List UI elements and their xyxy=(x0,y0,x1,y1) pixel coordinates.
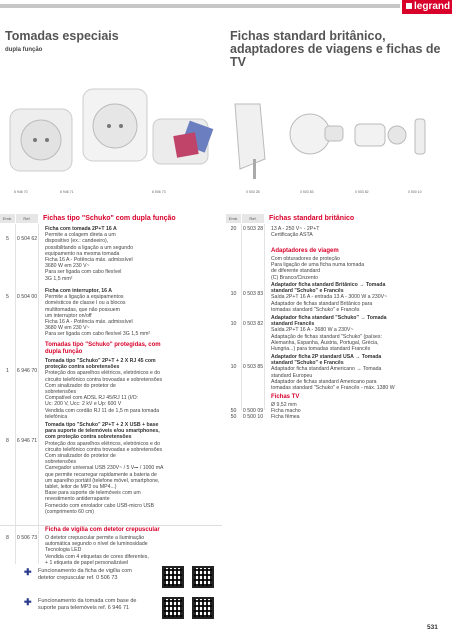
left-subtitle: dupla função xyxy=(5,47,43,53)
product-description xyxy=(271,226,319,238)
product-title: com proteção contra sobretensões xyxy=(45,434,132,441)
desc-line: Compatível com ADSL RJ 45/RJ 11 (I/O: xyxy=(45,395,139,402)
emb-value: 5 xyxy=(6,236,9,242)
product-title: standard "Schuko" e Francês xyxy=(271,288,344,295)
ref-value: 0 503 83 xyxy=(242,291,264,297)
product-title: standard Francês xyxy=(271,321,315,328)
desc-line: sobretensões xyxy=(45,459,77,466)
product-title: Adaptador ficha standard "Schuko" → Tomada xyxy=(271,315,387,321)
column-divider xyxy=(241,224,242,410)
desc-line: Ficha 16 A - Potência máx. admissível xyxy=(45,319,133,326)
desc-line: domésticos de classe I ou a blocos xyxy=(45,300,126,307)
desc-line: Para ser ligada com cabo flexível 3G 1,5 mm² xyxy=(45,331,151,338)
ref-value: 0 503 82 xyxy=(242,321,264,327)
legrand-logo xyxy=(402,0,452,14)
desc-line: Permite a colagem direta a um xyxy=(45,232,116,239)
adapter-photo-1 xyxy=(290,114,330,154)
heading-line: dupla função xyxy=(45,348,83,355)
desc-line: tomadas standard "Schuko" e Francês - máx. 1380 W xyxy=(271,385,395,392)
column-divider xyxy=(15,224,16,564)
desc-line: Base para suporte de telemóveis com um xyxy=(45,490,141,497)
photo-ref-5: 0 503 83 xyxy=(300,190,314,194)
ref-value: 6 946 71 xyxy=(16,438,38,444)
ref-header-right: Ref. xyxy=(242,214,264,223)
product-label: Ficha fêmea xyxy=(271,414,300,420)
photo-ref-7: 0 500 10 xyxy=(408,190,422,194)
brand-name: legrand xyxy=(414,1,451,12)
emb-value: 20 xyxy=(230,226,237,232)
product-title: proteção contra sobretensões xyxy=(45,364,120,371)
top-bar xyxy=(0,0,452,12)
right-section-heading: Fichas standard britânico xyxy=(269,215,355,222)
product-title: Tomada tipo "Schuko" 2P+T + 2 X USB + base xyxy=(45,422,159,428)
ref-value: 0 500 10 xyxy=(242,414,264,420)
section-divider xyxy=(0,525,222,526)
desc-line: Com sinalizador do protetor de xyxy=(45,453,116,460)
ref-header: Ref. xyxy=(16,214,38,223)
desc-line: Permite a ligação a equipamentos xyxy=(45,294,124,301)
product-photo-strip xyxy=(5,64,447,188)
desc-line: dispositivo (ex.: candeeiro), xyxy=(45,238,109,245)
desc-line: automática segundo o nível de luminosidade xyxy=(45,541,148,548)
desc-line: O detetor crepuscular permite a iluminação xyxy=(45,535,145,541)
adapters-intro xyxy=(271,256,364,281)
desc-line: equipamento na mesma tomada xyxy=(45,250,120,257)
photo-ref-2: 6 946 71 xyxy=(60,190,74,194)
tv-plug-photo xyxy=(415,119,425,154)
heading-line: Tomadas tipo "Schuko" protegidas, com xyxy=(45,342,161,348)
ref-value: 0 504 00 xyxy=(16,294,38,300)
product-description xyxy=(45,226,133,282)
desc-line: possibilitando a ligação a um segundo xyxy=(45,244,133,251)
desc-line: Para ser ligada com cabo flexível xyxy=(45,269,122,276)
product-photos xyxy=(5,64,447,188)
left-table-header xyxy=(0,214,176,223)
product-description xyxy=(271,354,395,391)
photo-ref-1: 6 946 70 xyxy=(14,190,28,194)
photo-ref-6: 0 503 82 xyxy=(355,190,369,194)
desc-line: telefónica xyxy=(45,413,68,420)
emb-value: 50 xyxy=(230,408,237,414)
qr-code-icon[interactable] xyxy=(162,566,184,588)
desc-line: um aparelho portátil (telefone móvel, smartphone, xyxy=(45,477,160,484)
desc-line: sobretensões xyxy=(45,389,77,396)
emb-value: 50 xyxy=(230,414,237,420)
qr-code-icon[interactable] xyxy=(162,597,184,619)
ref-value: 0 503 85 xyxy=(242,364,264,370)
page-number: 531 xyxy=(427,624,438,631)
product-label: Ficha macho xyxy=(271,408,301,414)
desc-line: multitomadas, que não possuem xyxy=(45,306,120,313)
product-title: Adaptador ficha 2P standard USA → Tomada xyxy=(271,354,382,360)
product-description xyxy=(271,282,387,313)
note-line: Funcionamento da ficha de vigília com xyxy=(38,568,132,574)
qr-code-icon[interactable] xyxy=(192,597,214,619)
emb-value: 8 xyxy=(6,438,9,444)
top-stripe xyxy=(0,4,400,8)
tv-intro: Ø 9,52 mm xyxy=(271,402,297,408)
product-title: Tomada tipo "Schuko" 2P+T + 2 X RJ 45 com xyxy=(45,358,156,364)
intro-line: Para ligação de uma ficha numa tomada xyxy=(271,262,365,269)
emb-header-right: Emb. xyxy=(226,214,241,223)
desc-line: Vendida com cordão RJ 11 de 1,5 m para tomada xyxy=(45,407,160,414)
desc-line: Uc: 200 V, Ucc: 2 kV e Up: 600 V xyxy=(45,401,122,408)
desc-line: tablet, leitor de MP3 ou MP4...) xyxy=(45,484,117,491)
emb-header: Emb. xyxy=(0,214,15,223)
photo-ref-4: 0 503 28 xyxy=(246,190,260,194)
desc-line: Ficha 16 A - Potência máx. admissível xyxy=(45,257,133,264)
note-phone-base xyxy=(38,598,136,611)
desc-line: 3680 W em 230 V~ xyxy=(45,263,90,270)
emb-value: 1 xyxy=(6,368,9,374)
note-night-light xyxy=(38,568,132,581)
product-title: Ficha com interruptor, 16 A xyxy=(45,288,112,294)
desc-line: Fornecido com enrolador cabo USB-micro USB xyxy=(45,502,154,509)
desc-line: Vendida com 4 etiquetas de cores diferentes, xyxy=(45,553,149,560)
product-description xyxy=(271,315,387,352)
right-table-header xyxy=(226,214,354,223)
emb-value: 10 xyxy=(230,321,237,327)
product-description xyxy=(45,358,162,420)
desc-line: Alemanha, Espanha, Áustria, Portugal, Grécia, xyxy=(271,339,379,346)
uk-plug-photo xyxy=(235,104,265,169)
desc-line: Hungria...) para tomadas standard Francês xyxy=(271,346,371,353)
product-title: para suporte de telemóveis e/ou smartphones, xyxy=(45,428,160,435)
emb-value: 5 xyxy=(6,294,9,300)
intro-line: (C) Branco/Cinzento xyxy=(271,274,318,281)
desc-line: Proteção dos aparelhos elétricos, eletrónicos e do xyxy=(45,370,161,377)
desc-line: Com sinalizador do protetor de xyxy=(45,382,116,389)
ref-value: 0 504 62 xyxy=(16,236,38,242)
tv-heading: Fichas TV xyxy=(271,394,300,400)
adapters-heading: Adaptadores de viagem xyxy=(271,248,339,254)
desc-line: que permite recarregar rapidamente a bateria de xyxy=(45,471,157,478)
emb-value: 10 xyxy=(230,291,237,297)
desc-line: Proteção dos aparelhos elétricos, eletrónicos e do xyxy=(45,440,161,447)
column-divider xyxy=(264,224,265,410)
column-divider xyxy=(38,224,39,564)
desc-line: Certificação ASTA xyxy=(271,232,313,239)
desc-line: Adaptador de fichas standard Americano para xyxy=(271,378,377,385)
night-heading: Ficha de vigília com detetor crepuscular xyxy=(45,527,160,533)
desc-line: 13 A - 250 V~ - 2P+T xyxy=(271,226,320,232)
intro-line: de diferente standard xyxy=(271,268,321,275)
product-description xyxy=(45,535,149,566)
desc-line: 3G 1,5 mm² xyxy=(45,275,73,282)
desc-line: tomadas standard "Schuko" e Francês xyxy=(271,306,360,313)
desc-line: revestimento antiderrapante xyxy=(45,496,110,503)
desc-line: Adaptador de fichas standard Britânico para xyxy=(271,300,373,307)
desc-line: Saída 2P+T 16 A - 3680 W a 230V~ xyxy=(271,327,354,334)
note-line: detetor crepuscular ref. 0 506 73 xyxy=(38,574,118,581)
socket-face-1 xyxy=(21,120,61,160)
desc-line: Adaptação de fichas standard "Schuko" (países: xyxy=(271,333,382,340)
photo-ref-3: 6 506 73 xyxy=(152,190,166,194)
left-title: Tomadas especiais xyxy=(5,29,119,43)
emb-value: 8 xyxy=(6,535,9,541)
emb-value: 10 xyxy=(230,364,237,370)
protected-heading xyxy=(45,342,161,355)
ref-value: 0 503 28 xyxy=(242,226,264,232)
plus-icon: ✚ xyxy=(24,567,32,577)
product-description xyxy=(45,288,150,338)
desc-line: 3680 W em 230 V~ xyxy=(45,325,90,332)
adapter-photo-2 xyxy=(355,124,385,146)
note-line: suporte para telemóveis ref. 6 946 71 xyxy=(38,604,130,611)
note-line: Funcionamento da tomada com base de xyxy=(38,598,137,604)
desc-line: Carregador universal USB 230V~ / 5 V⎓ / 1000 mA xyxy=(45,465,164,472)
intro-line: Com obturadores de proteção xyxy=(271,256,340,262)
product-title: Ficha com tomada 2P+T 16 A xyxy=(45,226,117,232)
product-title: standard "Schuko" e Francês xyxy=(271,360,344,367)
ref-value: 6 946 70 xyxy=(16,368,38,374)
qr-code-icon[interactable] xyxy=(192,566,214,588)
desc-line: circuito telefónico contra trovoadas e sobretensões xyxy=(45,446,163,453)
ref-value: 0 500 09 xyxy=(242,408,264,414)
desc-line: + 1 etiqueta de papel personalizável xyxy=(45,559,129,566)
desc-line: Tecnologia LED xyxy=(45,547,82,554)
plus-icon: ✚ xyxy=(24,597,32,607)
ref-value: 0 506 73 xyxy=(16,535,38,541)
desc-line: Saída 2P+T 16 A - entrada 13 A - 3000 W a 230V~ xyxy=(271,294,388,301)
right-title-2: adaptadores de viagens e fichas de TV xyxy=(230,42,441,69)
desc-line: Adaptador ficha standard Americano → Tomada xyxy=(271,366,382,373)
desc-line: um interruptor on/off xyxy=(45,312,92,319)
desc-line: circuito telefónico contra trovoadas e sobretensões xyxy=(45,376,163,383)
product-title: Adaptador ficha standard Britânico → Tomada xyxy=(271,282,386,288)
desc-line: (comprimento 60 cm) xyxy=(45,508,95,515)
product-description xyxy=(45,422,163,515)
desc-line: standard Europeu xyxy=(271,372,313,379)
right-title-1: Fichas standard britânico, xyxy=(230,29,386,43)
left-section-heading: Fichas tipo "Schuko" com dupla função xyxy=(43,215,176,222)
